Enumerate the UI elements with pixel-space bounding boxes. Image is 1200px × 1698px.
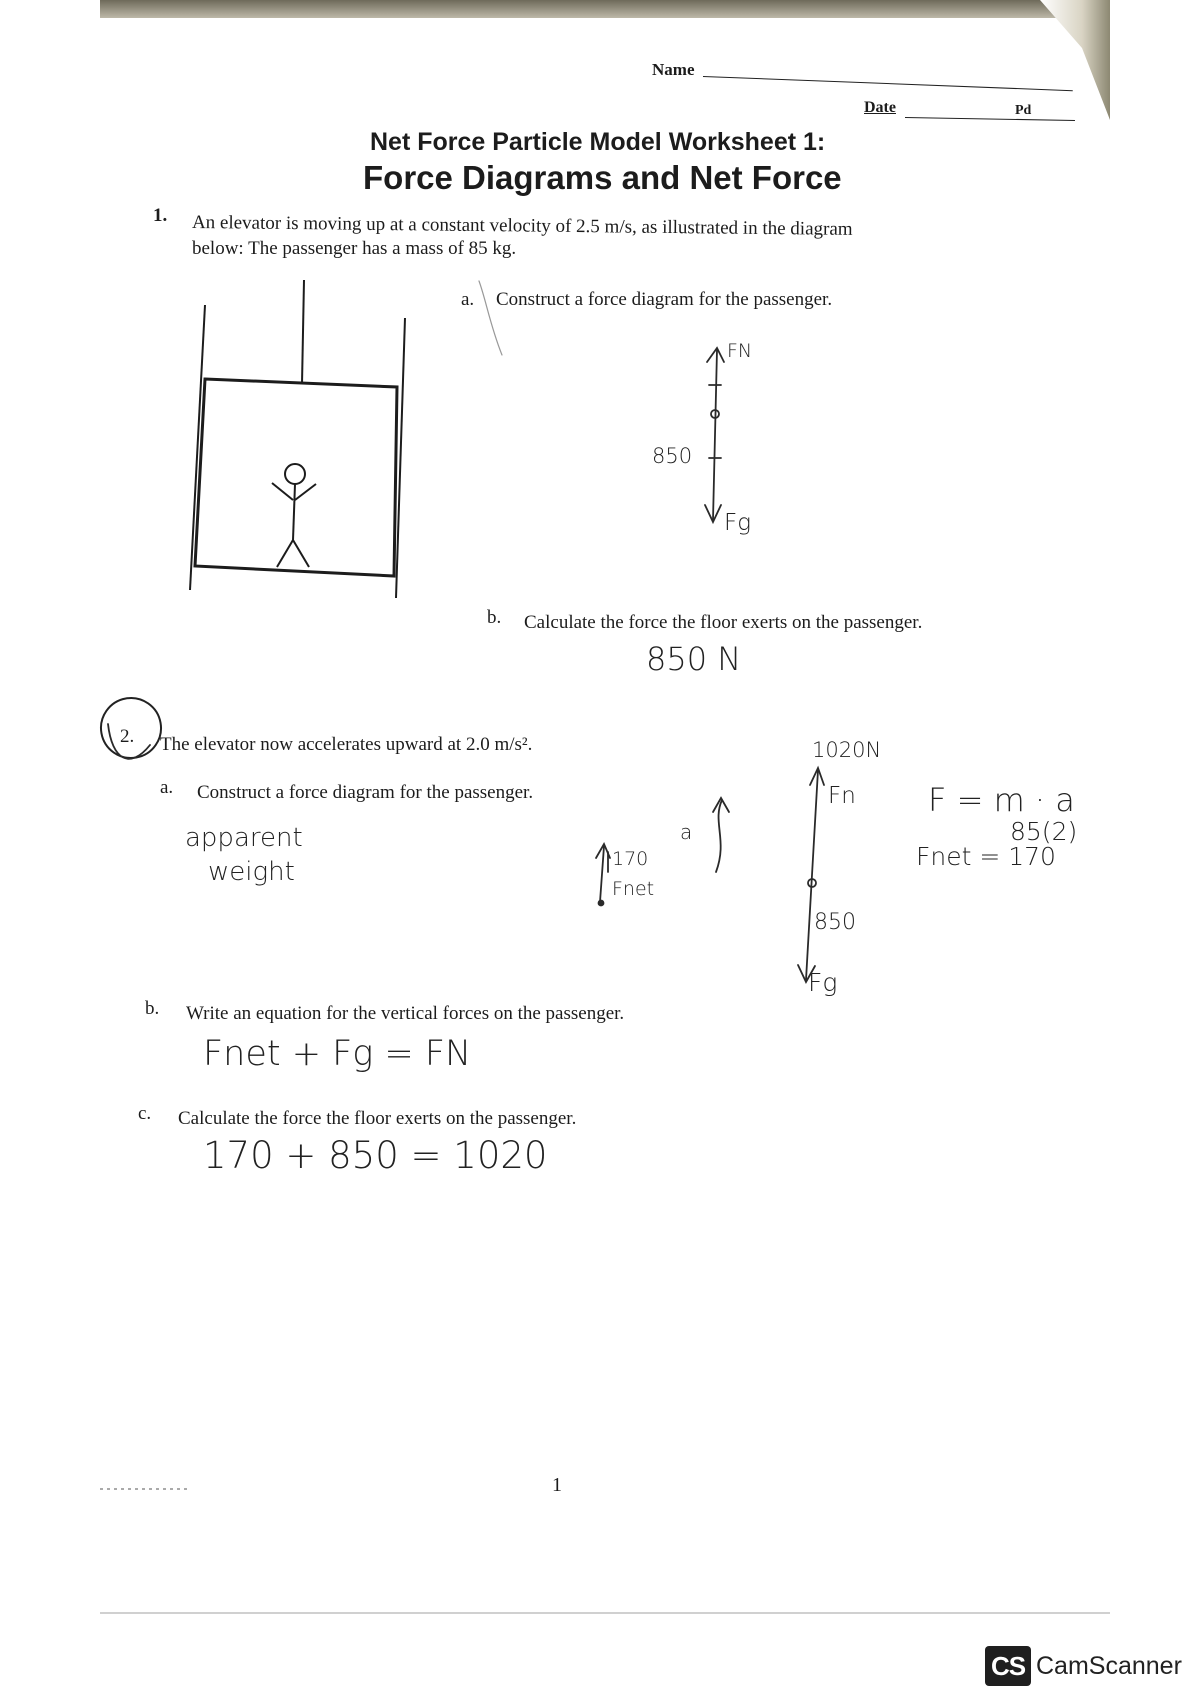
q2b-prompt: Write an equation for the vertical forces on the passenger.: [186, 1003, 625, 1024]
elevator-cable: [302, 280, 304, 384]
q1-fn-arrowhead: [707, 348, 724, 362]
q2a-hand-eq-fnet: Fnet = 170: [916, 842, 1056, 871]
q1a-hand-850: 850: [652, 444, 693, 468]
q1a-prompt: Construct a force diagram for the passenger.: [496, 289, 833, 310]
q1a-hand-fg: Fg: [724, 510, 752, 536]
q2a-hand-fn: Fn: [828, 783, 856, 809]
q1-force-line: [713, 350, 717, 520]
q2-text: The elevator now accelerates upward at 2.0 m/s².: [160, 734, 533, 755]
date-label: Date: [864, 99, 896, 116]
q2b-marker: b.: [145, 998, 160, 1019]
q1-text-line2: below: The passenger has a mass of 85 kg.: [192, 238, 517, 259]
q2c-hand-answer: 170 + 850 = 1020: [203, 1134, 548, 1177]
q2a-hand-850: 850: [814, 910, 856, 935]
q2a-marker: a.: [160, 777, 174, 798]
q1a-marker: a.: [461, 289, 475, 310]
q2a-hand-note-apparent: apparent: [185, 823, 303, 853]
q2a-hand-fnet-label: Fnet: [612, 878, 655, 900]
q2-fnet-arrow: [596, 844, 610, 906]
page-number: 1: [552, 1474, 562, 1496]
q1b-hand-answer: 850 N: [646, 640, 742, 678]
q2b-hand-answer: Fnet + Fg = FN: [203, 1034, 472, 1074]
q2a-hand-note-weight: weight: [208, 857, 295, 887]
worksheet-subtitle: Net Force Particle Model Worksheet 1:: [370, 128, 826, 156]
q2c-prompt: Calculate the force the floor exerts on the passenger.: [178, 1108, 577, 1129]
q2a-hand-1020n: 1020N: [812, 738, 882, 762]
q1b-prompt: Calculate the force the floor exerts on the passenger.: [524, 612, 923, 633]
q1-text-line1: An elevator is moving up at a constant velocity of 2.5 m/s, as illustrated in the diagram: [191, 212, 853, 240]
q2-number: 2.: [120, 726, 135, 747]
camscanner-logo-icon: CS: [985, 1646, 1031, 1686]
q2c-marker: c.: [138, 1103, 152, 1124]
q2a-hand-fg: Fg: [808, 968, 838, 997]
pd-label: Pd: [1015, 103, 1032, 118]
q2-accel-arrow: [713, 798, 729, 872]
q2a-hand-eq-fma: F = m · a: [928, 781, 1075, 819]
q2a-hand-accel-a: a: [680, 820, 693, 844]
q2a-prompt: Construct a force diagram for the passenger.: [197, 782, 534, 803]
q2-force-line: [806, 770, 818, 980]
q2a-hand-170: 170: [612, 848, 649, 870]
elevator-diagram: [190, 280, 405, 598]
camscanner-watermark: CamScanner: [1036, 1652, 1182, 1680]
name-label: Name: [652, 60, 695, 79]
q2a-hand-eq-85x2: 85(2): [1010, 817, 1078, 846]
q1-force-diagram: [705, 348, 724, 522]
q1b-marker: b.: [487, 607, 502, 628]
passenger-stick-figure: [272, 464, 316, 567]
q2-force-diagram: [798, 768, 824, 982]
q1a-hand-fn: FN: [727, 340, 753, 362]
q1-number: 1.: [153, 205, 168, 226]
worksheet-title: Force Diagrams and Net Force: [363, 159, 842, 196]
